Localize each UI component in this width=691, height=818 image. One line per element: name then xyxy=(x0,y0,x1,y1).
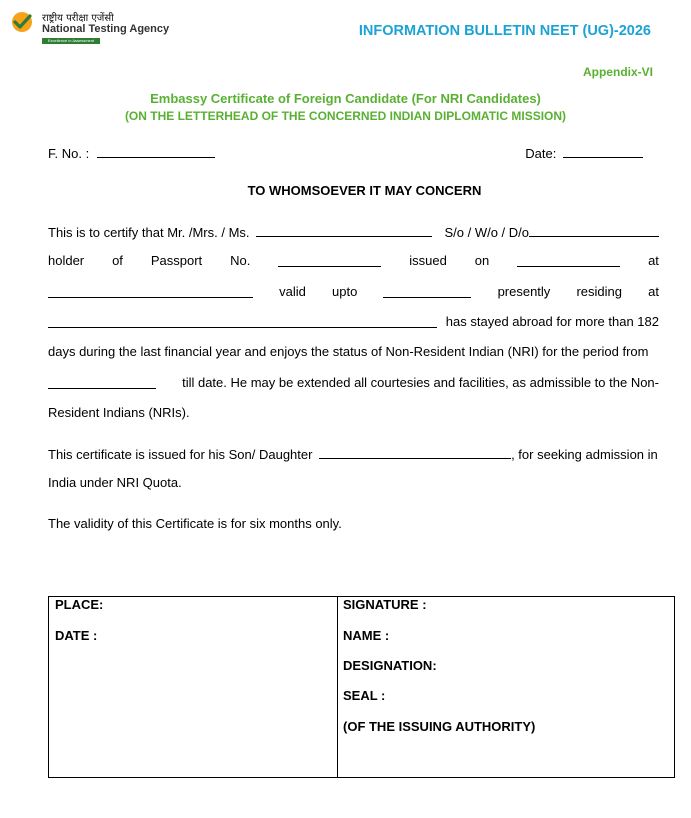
parent-name-blank xyxy=(529,223,659,237)
word-valid: valid xyxy=(279,284,306,299)
residence-address-blank xyxy=(48,314,437,328)
word-at: at xyxy=(648,253,659,268)
issue-date-blank xyxy=(517,253,620,267)
name-label: NAME : xyxy=(343,628,390,643)
relation-text: S/o / W/o / D/o xyxy=(444,225,529,240)
body-line-4 xyxy=(48,314,659,329)
word-holder: holder xyxy=(48,253,85,268)
word-at-2: at xyxy=(648,284,659,299)
certify-text: This is to certify that Mr. /Mrs. / Ms. xyxy=(48,225,250,240)
nta-logo-icon xyxy=(11,11,33,33)
bulletin-title: INFORMATION BULLETIN NEET (UG)-2026 xyxy=(358,23,651,39)
passport-number-blank xyxy=(278,253,381,267)
stayed-abroad-text: has stayed abroad for more than 182 xyxy=(445,314,659,329)
courtesies-text: till date. He may be extended all courtesies and facilities, as admissible to the Non- xyxy=(182,375,659,390)
nri-quota-text: India under NRI Quota. xyxy=(48,475,182,490)
file-number-label: F. No. : xyxy=(48,146,90,161)
ward-name-blank xyxy=(319,445,511,459)
designation-label: DESIGNATION: xyxy=(343,658,437,673)
word-of: of xyxy=(112,253,123,268)
body-line-7 xyxy=(48,405,659,420)
seeking-admission-text: , for seeking admission in xyxy=(511,447,658,462)
body-line-1 xyxy=(48,223,659,240)
word-residing: residing xyxy=(576,284,622,299)
logo-agency-name: National Testing Agency xyxy=(42,23,170,35)
file-number-field xyxy=(48,144,215,161)
word-issued: issued xyxy=(409,253,447,268)
issued-for-text: This certificate is issued for his Son/ Daughter xyxy=(48,447,313,462)
signature-table xyxy=(48,596,675,778)
word-upto: upto xyxy=(332,284,358,299)
certificate-subtitle: (ON THE LETTERHEAD OF THE CONCERNED INDIAN DIPLOMATIC MISSION) xyxy=(124,109,567,123)
place-label: PLACE: xyxy=(55,597,104,612)
body-line-6 xyxy=(48,375,659,390)
word-passport: Passport xyxy=(150,253,203,268)
appendix-label: Appendix-VI xyxy=(582,65,653,79)
body-line-9 xyxy=(48,475,659,490)
seal-label: SEAL : xyxy=(343,688,386,703)
body-line-3 xyxy=(48,284,659,299)
word-on: on xyxy=(474,253,490,268)
validity-text: The validity of this Certificate is for six months only. xyxy=(48,516,342,531)
date-field xyxy=(525,144,643,161)
candidate-name-blank xyxy=(256,223,432,237)
table-divider xyxy=(337,597,338,777)
signature-label: SIGNATURE : xyxy=(343,597,427,612)
period-from-blank xyxy=(48,375,156,389)
issuing-authority-label: (OF THE ISSUING AUTHORITY) xyxy=(343,719,536,734)
date-label: Date: xyxy=(525,146,557,161)
issue-place-blank xyxy=(48,284,253,298)
body-line-8 xyxy=(48,445,659,462)
logo-hindi-text: राष्ट्रीय परीक्षा एजेंसी xyxy=(42,13,114,24)
body-line-2 xyxy=(48,253,659,268)
logo-tagline: Excellence in Assessment xyxy=(42,38,100,44)
date-cell-label: DATE : xyxy=(55,628,98,643)
word-presently: presently xyxy=(497,284,551,299)
body-line-5 xyxy=(48,344,659,359)
nri-end-text: Resident Indians (NRIs). xyxy=(48,405,190,420)
certificate-title: Embassy Certificate of Foreign Candidate (For NRI Candidates) xyxy=(150,91,541,106)
date-blank xyxy=(563,144,643,158)
concern-heading: TO WHOMSOEVER IT MAY CONCERN xyxy=(247,183,482,198)
file-number-blank xyxy=(97,144,215,158)
validity-date-blank xyxy=(383,284,471,298)
nri-status-text: days during the last financial year and enjoys the status of Non-Resident Indian (NRI) for the period from xyxy=(48,344,649,359)
word-no: No. xyxy=(230,253,251,268)
